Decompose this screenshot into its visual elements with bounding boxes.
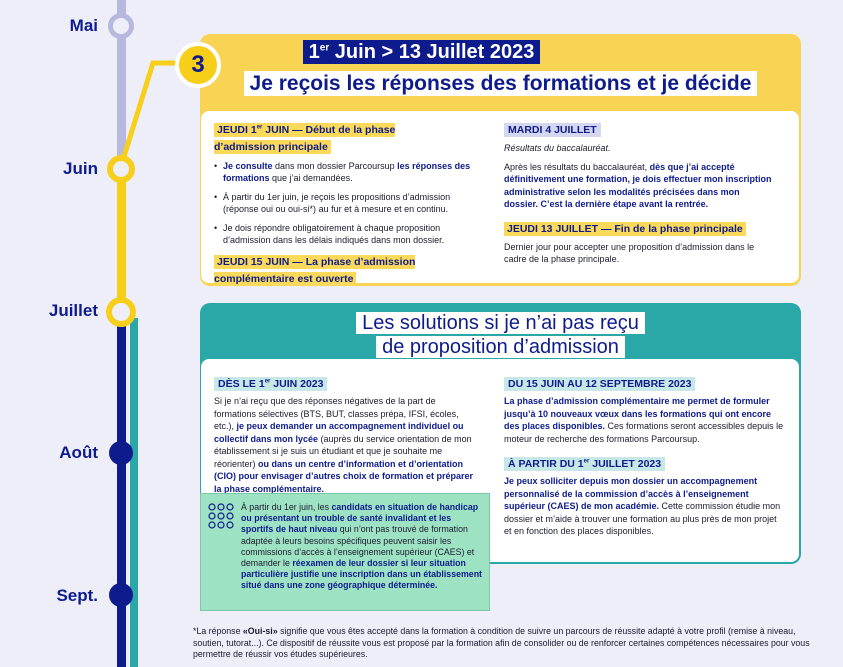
tag-du-15-juin: DU 15 JUIN AU 12 SEPTEMBRE 2023 [504,377,695,391]
timeline-future-line [117,312,126,667]
inscription-paragraph: Après les résultats du baccalauréat, dès que j’ai accepté définitivement une formation, je dois effectuer mon inscription administrative selon les modalités précisées dans mon dossier. C’est la dernière étape avant la rentrée. [504,161,772,209]
admission-right-column [504,120,774,266]
bac-results-note: Résultats du baccalauréat. [504,143,611,153]
month-label-juillet: Juillet [48,301,98,320]
phase-complementaire-paragraph: La phase d’admission complémentaire me permet de formuler jusqu’à 10 nouveaux vœux dans les formations qui ont encore des places disponibles. Ces formations seront accessibles depuis le moteur de recherche des formations Parcoursup. [504,396,784,444]
month-label-juin: Juin [63,159,98,178]
admission-left-column [214,120,486,287]
tag-a-partir-1er-juillet: À PARTIR DU 1er JUILLET 2023 [504,457,665,471]
solutions-right-column [504,374,786,538]
handicap-info-box [200,493,490,611]
solutions-title: Les solutions si je n’ai pas reçu de proposition d’admission [200,311,801,359]
accessibility-icon [207,503,235,529]
tag-des-le-1er-juin: DÈS LE 1er JUIN 2023 [214,377,327,391]
timeline-current-line [117,168,126,311]
admission-bullets [214,160,486,247]
timeline-dot-juin [107,155,135,183]
timeline-dot-mai [108,13,134,39]
solutions-left-column [214,374,478,495]
oui-si-footnote: *La réponse «Oui-si» signifie que vous êtes accepté dans la formation à condition de suivre un parcours de réussite adapté à votre profil (remise à niveau, soutien, tutorat...). Ce dispositif de réussite vous est proposé par la formation afin de consolider ou de renforcer certaines compétences nécessaires pour vous permettre de réussir vos études supérieures. [193,626,810,659]
timeline-dot-sept [109,583,133,607]
timeline-dot-juillet [106,297,136,327]
tag-debut-phase: JEUDI 1er JUIN — Début de la phase d’admission principale [214,123,396,153]
accompagnement-paragraph: Si je n’ai reçu que des réponses négatives de la part de formations sélectives (BTS, BUT, classes prépa, IFSI, écoles, etc.), je peux demander un accompagnement individuel ou collectif dans mon lycée (auprès du service orientation de mon établissement si je suis un étudiant et que je souhaite me réorienter) ou dans un centre d’information et d’orientation (CIO) pour envisager d’autres choix de formation et préparer la phase complémentaire. [214,396,474,494]
list-item: • Je consulte dans mon dossier Parcoursup les réponses des formations que j’ai demandées. [214,160,486,185]
month-label-mai: Mai [69,16,98,35]
timeline-teal-line [130,318,138,667]
tag-fin-phase: JEUDI 13 JUILLET — Fin de la phase principale [504,222,746,236]
step-title: Je reçois les réponses des formations et je décide [200,72,801,96]
fin-phase-paragraph: Dernier jour pour accepter une proposition d’admission dans le cadre de la phase principale. [504,241,755,264]
month-label-sept: Sept. [56,586,98,605]
step-date-title: 1er Juin > 13 Juillet 2023 [0,41,843,64]
step-number-badge: 3 [175,42,221,88]
handicap-paragraph: À partir du 1er juin, les candidats en situation de handicap ou présentant un trouble de santé invalidant et les sportifs de haut niveau qui n’ont pas trouvé de formation adaptée à leurs besoins spécifiques peuvent saisir les commissions d’accès à l’enseignement supérieur (CAES) et demander le réexamen de leur dossier si leur situation particulière justifie une inscription dans un établissement situé dans une zone géographique déterminée. [241,502,482,591]
month-label-aout: Août [59,443,98,462]
tag-mardi-4-juillet: MARDI 4 JUILLET [504,123,601,137]
caes-paragraph: Je peux solliciter depuis mon dossier un accompagnement personnalisé de la commission d’accès à l’enseignement supérieur (CAES) de mon académie. Cette commission étudie mon dossier et m’aide à trouver une formation au plus près de mon projet et en fonction des places disponibles. [504,476,781,536]
tag-phase-complementaire: JEUDI 15 JUIN — La phase d’admission complémentaire est ouverte [214,255,416,285]
list-item: • Je dois répondre obligatoirement à chaque proposition d’admission dans les délais indiqués dans mon dossier. [214,222,486,247]
timeline-dot-aout [109,441,133,465]
list-item: • À partir du 1er juin, je reçois les propositions d’admission (réponse oui ou oui-si*) au fur et à mesure et en continu. [214,191,486,216]
